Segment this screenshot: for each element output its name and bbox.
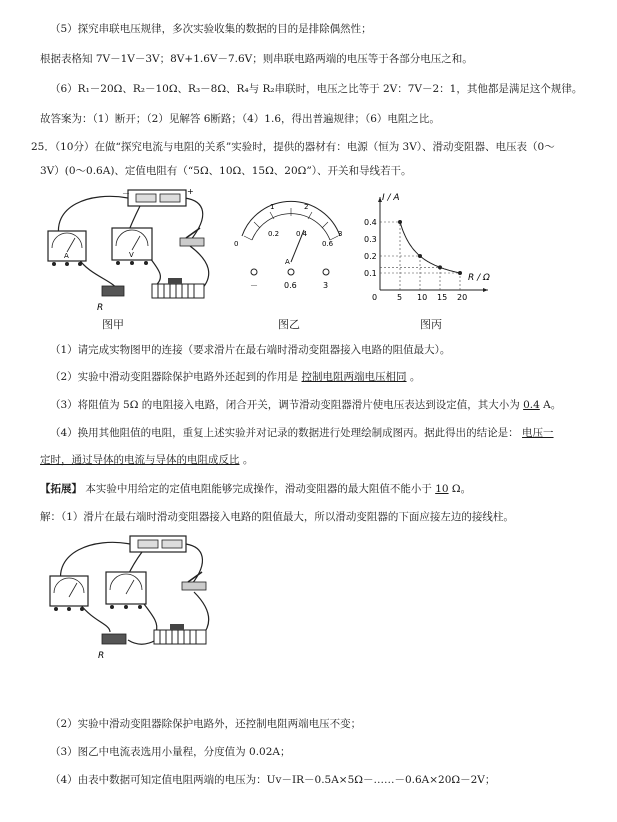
q-text: （4）换用其他阻值的电阻，重复上述实验并对记录的数据进行处理绘制成图丙。据此得出的结论是： (50, 427, 519, 439)
figure-jia-caption: 图甲 (102, 318, 124, 331)
figure-jia-circuit (40, 186, 230, 314)
q-text: 。 (242, 454, 254, 466)
text-line (40, 482, 471, 496)
y-tick-label: 0.4 (364, 218, 377, 227)
y-tick-label: 0.1 (364, 269, 377, 278)
text-line: （1）请完成实物图甲的连接（要求滑片在最右端时滑动变阻器接入电路的阻值最大）。 (50, 344, 451, 356)
text-line: 根据表格知 7V－1V－3V；8V+1.6V－7.6V；则串联电路两端的电压等于各部分电压之和。 (40, 53, 473, 65)
dial-scale-bottom: 0 (234, 240, 239, 248)
voltmeter-label: V (129, 251, 134, 259)
dial-scale-bottom: 0.6 (322, 240, 334, 248)
svg-text:+: + (187, 187, 194, 196)
text-line: 3V）(0～0.6A)、定值电阻有（“5Ω、10Ω、15Ω、20Ω”）、开关和导线若干。 (40, 165, 412, 177)
answer-blank: 电压一 (522, 427, 554, 439)
solution-line: 解：（1）滑片在最右端时滑动变阻器接入电路的阻值最大，所以滑动变阻器的下面应接左边的接线柱。 (40, 511, 514, 523)
x-tick-label: 20 (457, 293, 468, 302)
text-line (50, 426, 554, 440)
answer-blank: 10 (435, 483, 449, 495)
q-text: （3）将阻值为 5Ω 的电阻接入电路，闭合开关，调节滑动变阻器滑片使电压表达到设定值，其大小为 (50, 399, 520, 411)
solution-circuit (44, 532, 224, 660)
dial-scale-bottom: 0.4 (296, 230, 308, 238)
origin-label: 0 (372, 293, 378, 302)
figure-yi-ammeter-dial (232, 200, 352, 295)
data-point (438, 265, 442, 269)
dial-needle-label: A (285, 258, 290, 266)
text-line (50, 398, 561, 412)
q-text: 。 (409, 371, 421, 383)
terminal-label: － (250, 281, 258, 290)
text-line (50, 370, 420, 384)
text-line: （6）R₁－20Ω、R₂－10Ω、R₃－8Ω、R₄与 R₂串联时，电压之比等于 2V：7V－2：1，其他都是满足这个规律。 (50, 83, 583, 95)
series-line (400, 222, 460, 273)
data-point (398, 220, 402, 224)
resistor-label: R (97, 303, 104, 313)
terminal-label: 3 (323, 281, 329, 290)
terminal-label: 0.6 (284, 281, 297, 290)
x-axis-arrow (483, 288, 488, 292)
ammeter-label: A (64, 252, 69, 260)
q-text: 本实验中用给定的定值电阻能够完成操作，滑动变阻器的最大阻值不能小于 (85, 483, 432, 495)
dial-scale-top: 1 (270, 203, 275, 211)
solution-line: （2）实验中滑动变阻器除保护电路外，还控制电阻两端电压不变； (50, 718, 362, 730)
answer-blank: 定时，通过导体的电流与导体的电阻成反比 (40, 454, 240, 466)
q-text: （2）实验中滑动变阻器除保护电路外还起到的作用是 (50, 371, 299, 383)
text-line: 故答案为：（1）断开；（2）见解答 6断路；（4）1.6，得出普遍规律；（6）电阻之比。 (40, 113, 440, 125)
question-25-title: 25．（10分）在做“探究电流与电阻的关系”实验时，提供的器材有：电源（恒为 3V）、滑动变阻器、电压表（0～ (31, 141, 555, 153)
text-line: （5）探究串联电压规律，多次实验收集的数据的目的是排除偶然性； (50, 23, 372, 35)
text-line (40, 453, 253, 467)
x-tick-label: 15 (437, 293, 448, 302)
answer-blank: 0.4 (523, 399, 540, 411)
figure-yi-caption: 图乙 (278, 318, 300, 331)
q-text: A。 (543, 399, 562, 411)
extension-tag: 【拓展】 (40, 483, 82, 495)
figure-bing-chart (362, 190, 502, 310)
q-text: Ω。 (451, 483, 472, 495)
x-axis-label: R / Ω (468, 273, 490, 283)
dial-scale-bottom: 3 (338, 230, 343, 238)
resistor-label: R (98, 651, 105, 660)
x-tick-label: 10 (417, 293, 428, 302)
answer-blank: 控制电阻两端电压相同 (301, 371, 407, 383)
solution-line: （4）由表中数据可知定值电阻两端的电压为：Uv－IR－0.5A×5Ω－……－0.6A×20Ω－2V； (50, 774, 496, 786)
y-tick-label: 0.2 (364, 252, 377, 261)
data-point (458, 271, 462, 275)
figure-bing-caption: 图丙 (420, 318, 442, 331)
dial-scale-bottom: 0.2 (268, 230, 280, 238)
solution-line: （3）图乙中电流表选用小量程，分度值为 0.02A； (50, 746, 291, 758)
y-tick-label: 0.3 (364, 235, 377, 244)
svg-text:－: － (122, 189, 130, 198)
x-tick-label: 5 (397, 293, 403, 302)
dial-scale-top: 2 (304, 203, 309, 211)
y-axis-label: I / A (382, 193, 400, 203)
data-point (418, 254, 422, 258)
